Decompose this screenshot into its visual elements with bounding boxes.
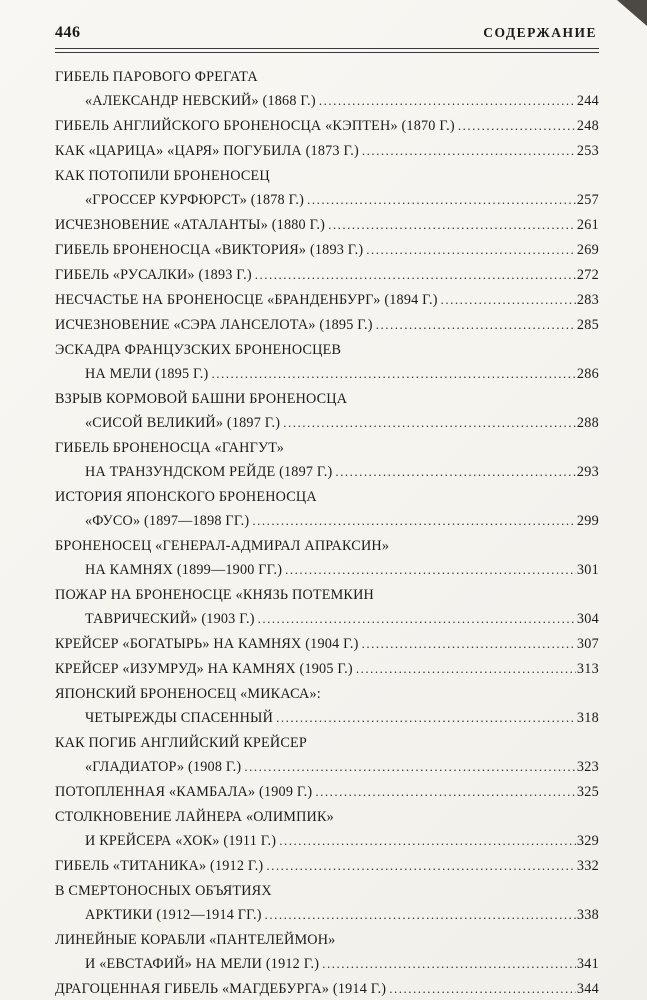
entry-title-text: ВЗРЫВ КОРМОВОЙ БАШНИ БРОНЕНОСЦА — [55, 391, 348, 407]
entry-page-number: 313 — [576, 661, 599, 677]
dot-leader — [356, 657, 576, 681]
toc-entry-line — [55, 387, 599, 411]
entry-page-number: 285 — [576, 317, 599, 333]
toc-entry — [55, 534, 599, 582]
entry-title-text: И КРЕЙСЕРА «ХОК» (1911 Г.) — [85, 833, 277, 849]
toc-entry-line — [55, 65, 599, 89]
toc-entry — [55, 657, 599, 681]
running-head-title: СОДЕРЖАНИЕ — [483, 25, 597, 40]
entry-title-text: БРОНЕНОСЕЦ «ГЕНЕРАЛ-АДМИРАЛ АПРАКСИН» — [55, 538, 390, 554]
dot-leader — [285, 558, 576, 582]
entry-title-text: ГИБЕЛЬ «РУСАЛКИ» (1893 Г.) — [55, 267, 252, 283]
entry-title-text: ГИБЕЛЬ БРОНЕНОСЦА «ГАНГУТ» — [55, 440, 285, 456]
entry-page-number: 248 — [576, 118, 599, 134]
toc-entry-line — [55, 485, 599, 509]
entry-page-number: 244 — [576, 93, 599, 109]
entry-title-text: ГИБЕЛЬ БРОНЕНОСЦА «ВИКТОРИЯ» (1893 Г.) — [55, 242, 364, 258]
toc-entry-line — [55, 632, 599, 656]
toc-entry — [55, 313, 599, 337]
toc-entry — [55, 879, 599, 927]
entry-page-number: 323 — [576, 759, 599, 775]
dot-leader — [315, 780, 575, 804]
entry-title-text: ЯПОНСКИЙ БРОНЕНОСЕЦ «МИКАСА»: — [55, 686, 321, 702]
toc-entry — [55, 263, 599, 287]
entry-page-number: 307 — [576, 636, 599, 652]
dot-leader — [376, 313, 576, 337]
entry-page-number: 261 — [576, 217, 599, 233]
entry-title-text: ИСЧЕЗНОВЕНИЕ «АТАЛАНТЫ» (1880 Г.) — [55, 217, 326, 233]
toc-entry — [55, 139, 599, 163]
toc-entry — [55, 780, 599, 804]
entry-title-text: ЭСКАДРА ФРАНЦУЗСКИХ БРОНЕНОСЦЕВ — [55, 342, 342, 358]
entry-title-text: «ГЛАДИАТОР» (1908 Г.) — [85, 759, 242, 775]
toc-entry — [55, 854, 599, 878]
toc-entry-line — [55, 952, 599, 976]
dot-leader — [252, 509, 576, 533]
dot-leader — [362, 139, 576, 163]
toc-entry-line — [55, 755, 599, 779]
entry-title-text: «ФУСО» (1897—1898 ГГ.) — [85, 513, 250, 529]
toc-entry-line — [55, 780, 599, 804]
entry-title-text: ГИБЕЛЬ ПАРОВОГО ФРЕГАТА — [55, 69, 258, 85]
entry-page-number: 288 — [576, 415, 599, 431]
toc-entry — [55, 238, 599, 262]
entry-title-text: И «ЕВСТАФИЙ» НА МЕЛИ (1912 Г.) — [85, 956, 320, 972]
toc-entry-line — [55, 460, 599, 484]
toc-entry-line — [55, 829, 599, 853]
toc-entry-line — [55, 288, 599, 312]
page-header — [55, 24, 599, 48]
toc-entry — [55, 632, 599, 656]
toc-entry-line — [55, 706, 599, 730]
dot-leader — [319, 89, 576, 113]
entry-title-text: «ГРОССЕР КУРФЮРСТ» (1878 Г.) — [85, 192, 305, 208]
toc-entry — [55, 977, 599, 1000]
entry-title-text: ПОЖАР НА БРОНЕНОСЦЕ «КНЯЗЬ ПОТЕМКИН — [55, 587, 374, 603]
dot-leader — [458, 114, 576, 138]
dot-leader — [335, 460, 575, 484]
toc-entry — [55, 485, 599, 533]
entry-page-number: 341 — [576, 956, 599, 972]
dot-leader — [266, 854, 575, 878]
toc-entry-line — [55, 583, 599, 607]
dot-leader — [279, 829, 576, 853]
toc-entry-line — [55, 607, 599, 631]
dot-leader — [265, 903, 576, 927]
toc-entry-line — [55, 338, 599, 362]
dot-leader — [366, 238, 576, 262]
entry-title-text: ЛИНЕЙНЫЕ КОРАБЛИ «ПАНТЕЛЕЙМОН» — [55, 932, 336, 948]
scan-corner-shadow — [617, 0, 647, 26]
toc-entry — [55, 583, 599, 631]
toc-entry — [55, 805, 599, 853]
entry-title-text: ИСЧЕЗНОВЕНИЕ «СЭРА ЛАНСЕЛОТА» (1895 Г.) — [55, 317, 373, 333]
toc-entry-line — [55, 903, 599, 927]
toc-entry — [55, 682, 599, 730]
toc-entry-line — [55, 509, 599, 533]
toc-entry-line — [55, 139, 599, 163]
header-rule — [55, 48, 599, 53]
toc-entry-line — [55, 436, 599, 460]
toc-entry-line — [55, 188, 599, 212]
toc-entry — [55, 387, 599, 435]
entry-page-number: 304 — [576, 611, 599, 627]
toc-entry-line — [55, 657, 599, 681]
entry-page-number: 301 — [576, 562, 599, 578]
toc-entry-line — [55, 362, 599, 386]
entry-title-text: КРЕЙСЕР «ИЗУМРУД» НА КАМНЯХ (1905 Г.) — [55, 661, 353, 677]
dot-leader — [244, 755, 575, 779]
entry-title-text: НА МЕЛИ (1895 Г.) — [85, 366, 209, 382]
entry-page-number: 318 — [576, 710, 599, 726]
entry-title-text: ЧЕТЫРЕЖДЫ СПАСЕННЫЙ — [85, 710, 274, 726]
entry-page-number: 272 — [576, 267, 599, 283]
folio-page-number: 446 — [55, 24, 81, 41]
entry-page-number: 338 — [576, 907, 599, 923]
entry-title-text: ДРАГОЦЕННАЯ ГИБЕЛЬ «МАГДЕБУРГА» (1914 Г.) — [55, 981, 387, 997]
entry-title-text: ГИБЕЛЬ «ТИТАНИКА» (1912 Г.) — [55, 858, 264, 874]
toc-entry-line — [55, 213, 599, 237]
entry-page-number: 325 — [576, 784, 599, 800]
toc-entry-line — [55, 238, 599, 262]
toc-entry — [55, 338, 599, 386]
entry-title-text: НА КАМНЯХ (1899—1900 ГГ.) — [85, 562, 283, 578]
entry-title-text: КРЕЙСЕР «БОГАТЫРЬ» НА КАМНЯХ (1904 Г.) — [55, 636, 359, 652]
toc-entry-line — [55, 977, 599, 1000]
entry-page-number: 344 — [576, 981, 599, 997]
dot-leader — [362, 632, 576, 656]
entry-title-text: ПОТОПЛЕННАЯ «КАМБАЛА» (1909 Г.) — [55, 784, 313, 800]
entry-title-text: АРКТИКИ (1912—1914 ГГ.) — [85, 907, 262, 923]
entry-page-number: 329 — [576, 833, 599, 849]
toc-entry-line — [55, 731, 599, 755]
dot-leader — [211, 362, 575, 386]
dot-leader — [276, 706, 576, 730]
entry-title-text: НЕСЧАСТЬЕ НА БРОНЕНОСЦЕ «БРАНДЕНБУРГ» (1894 Г.) — [55, 292, 438, 308]
entry-title-text: «АЛЕКСАНДР НЕВСКИЙ» (1868 Г.) — [85, 93, 316, 109]
entry-title-text: ИСТОРИЯ ЯПОНСКОГО БРОНЕНОСЦА — [55, 489, 317, 505]
entry-title-text: СТОЛКНОВЕНИЕ ЛАЙНЕРА «ОЛИМПИК» — [55, 809, 334, 825]
toc-entry-line — [55, 854, 599, 878]
entry-page-number: 299 — [576, 513, 599, 529]
entry-title-text: КАК «ЦАРИЦА» «ЦАРЯ» ПОГУБИЛА (1873 Г.) — [55, 143, 359, 159]
dot-leader — [258, 607, 576, 631]
dot-leader — [389, 977, 576, 1000]
toc-entry — [55, 731, 599, 779]
entry-title-text: НА ТРАНЗУНДСКОМ РЕЙДЕ (1897 Г.) — [85, 464, 333, 480]
toc-entry-line — [55, 879, 599, 903]
entry-title-text: КАК ПОТОПИЛИ БРОНЕНОСЕЦ — [55, 168, 270, 184]
dot-leader — [283, 411, 576, 435]
toc-entry-line — [55, 411, 599, 435]
entry-page-number: 269 — [576, 242, 599, 258]
toc-list — [55, 65, 599, 1000]
entry-page-number: 257 — [576, 192, 599, 208]
toc-entry — [55, 288, 599, 312]
toc-entry — [55, 928, 599, 976]
toc-entry-line — [55, 558, 599, 582]
toc-entry — [55, 114, 599, 138]
toc-entry-line — [55, 805, 599, 829]
dot-leader — [328, 213, 576, 237]
entry-page-number: 283 — [576, 292, 599, 308]
toc-entry — [55, 164, 599, 212]
entry-title-text: КАК ПОГИБ АНГЛИЙСКИЙ КРЕЙСЕР — [55, 735, 307, 751]
toc-entry-line — [55, 263, 599, 287]
entry-page-number: 253 — [576, 143, 599, 159]
toc-entry-line — [55, 313, 599, 337]
entry-title-text: В СМЕРТОНОСНЫХ ОБЪЯТИЯХ — [55, 883, 272, 899]
toc-entry-line — [55, 682, 599, 706]
dot-leader — [322, 952, 576, 976]
entry-title-text: ТАВРИЧЕСКИЙ» (1903 Г.) — [85, 611, 255, 627]
toc-entry-line — [55, 928, 599, 952]
toc-entry-line — [55, 164, 599, 188]
dot-leader — [255, 263, 576, 287]
dot-leader — [307, 188, 576, 212]
dot-leader — [441, 288, 576, 312]
entry-page-number: 293 — [576, 464, 599, 480]
entry-page-number: 286 — [576, 366, 599, 382]
toc-entry — [55, 436, 599, 484]
toc-entry — [55, 213, 599, 237]
entry-title-text: ГИБЕЛЬ АНГЛИЙСКОГО БРОНЕНОСЦА «КЭПТЕН» (1870 Г.) — [55, 118, 455, 134]
toc-entry — [55, 65, 599, 113]
toc-entry-line — [55, 114, 599, 138]
entry-title-text: «СИСОЙ ВЕЛИКИЙ» (1897 Г.) — [85, 415, 281, 431]
entry-page-number: 332 — [576, 858, 599, 874]
toc-entry-line — [55, 534, 599, 558]
toc-entry-line — [55, 89, 599, 113]
